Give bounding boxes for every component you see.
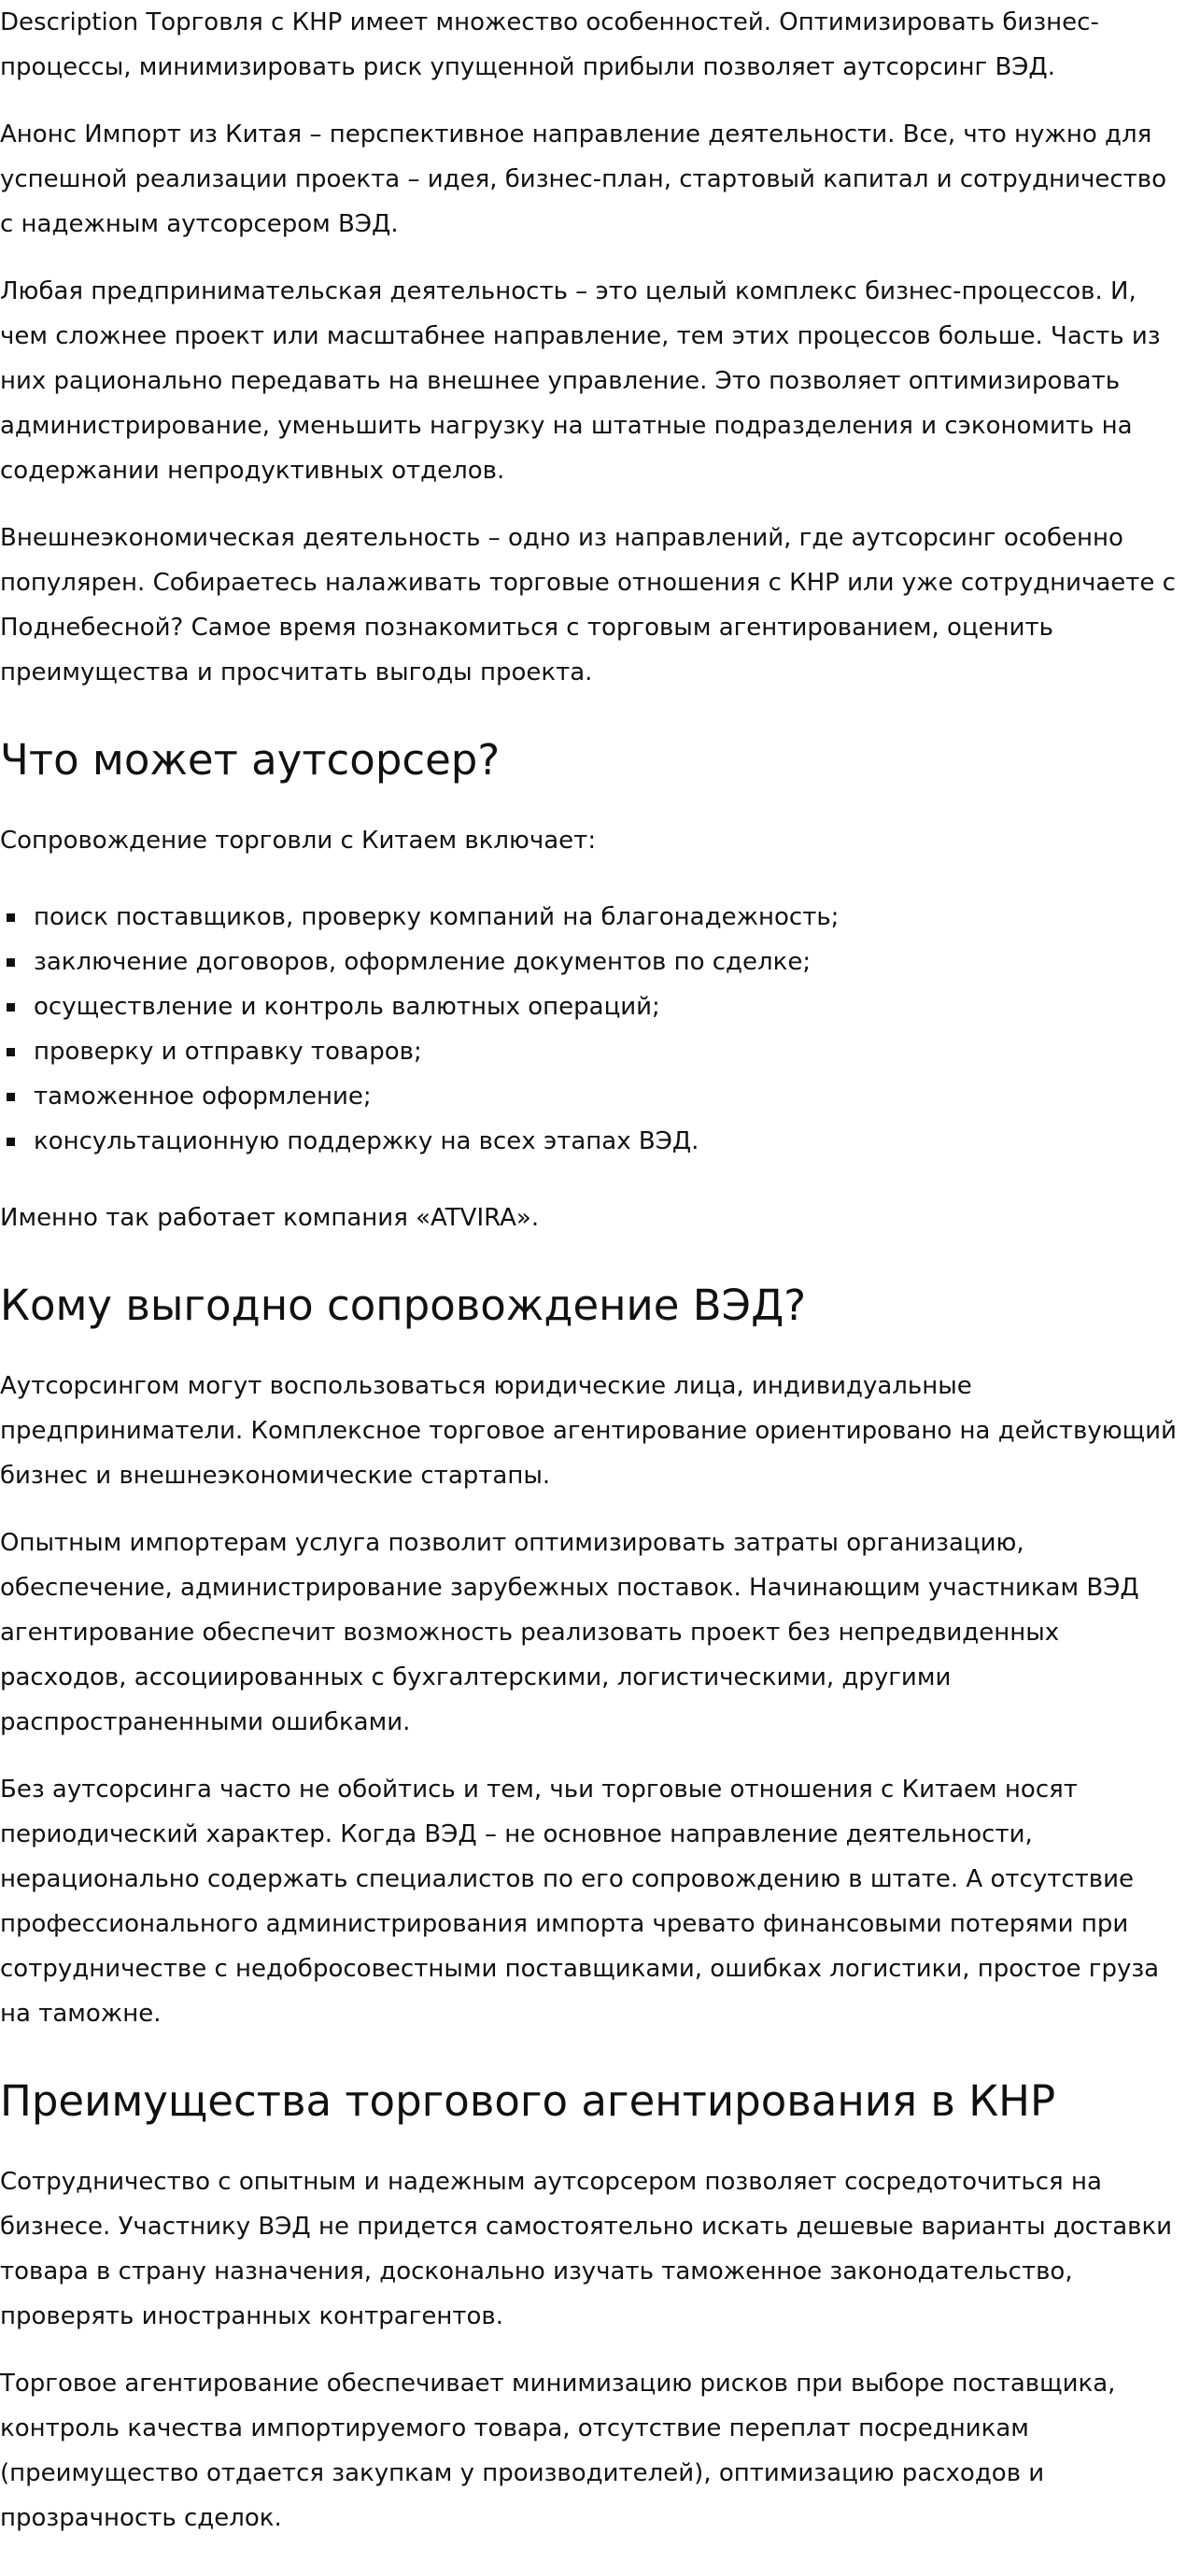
section-heading-who-benefits: Кому выгодно сопровождение ВЭД? (0, 1281, 807, 1330)
intro-paragraph: Description Торговля с КНР имеет множество особенностей. Оптимизировать бизнес-процессы, минимизировать риск упущенной прибыли позволяет аутсорсинг ВЭД. (0, 8, 1099, 81)
list-item: осуществление и контроль валютных операций; (0, 984, 1186, 1029)
intro-paragraph: Анонс Импорт из Китая – перспективное направление деятельности. Все, что нужно для успешной реализации проекта – идея, бизнес-план, стартовый капитал и сотрудничество с надежным аутсорсером ВЭД. (0, 120, 1167, 238)
list-item: заключение договоров, оформление документов по сделке; (0, 940, 1186, 984)
section-lead: Сопровождение торговли с Китаем включает: (0, 827, 597, 855)
body-paragraph: Опытным импортерам услуга позволит оптимизировать затраты организацию, обеспечение, администрирование зарубежных поставок. Начинающим участникам ВЭД агентирование обеспечит возможность реализовать проект без непредвиденных расходов, ассоциированных с бухгалтерскими, логистическими, другими распространенными ошибками. (0, 1529, 1139, 1736)
list-item: консультационную поддержку на всех этапах ВЭД. (0, 1119, 1186, 1164)
list-item: поиск поставщиков, проверку компаний на благонадежность; (0, 895, 1186, 940)
list-item: таможенное оформление; (0, 1074, 1186, 1119)
list-item: проверку и отправку товаров; (0, 1029, 1186, 1074)
body-paragraph: Торговое агентирование обеспечивает минимизацию рисков при выборе поставщика, контроль качества импортируемого товара, отсутствие переплат посредникам (преимущество отдается закупкам у производителей), оптимизацию расходов и прозрачность сделок. (0, 2370, 1116, 2532)
intro-paragraph: Любая предпринимательская деятельность – это целый комплекс бизнес-процессов. И, чем сложнее проект или масштабнее направление, тем этих процессов больше. Часть из них рационально передавать на внешнее управление. Это позволяет оптимизировать администрирование, уменьшить нагрузку на штатные подразделения и сэкономить на содержании непродуктивных отделов. (0, 277, 1161, 485)
body-paragraph: Аутсорсингом могут воспользоваться юридические лица, индивидуальные предприниматели. Комплексное торговое агентирование ориентировано на действующий бизнес и внешнеэкономические стартапы. (0, 1372, 1177, 1490)
body-paragraph: Без аутсорсинга часто не обойтись и тем, чьи торговые отношения с Китаем носят периодический характер. Когда ВЭД – не основное направление деятельности, нерационально содержать специалистов по его сопровождению в штате. А отсутствие профессионального администрирования импорта чревато финансовыми потерями при сотрудничестве с недобросовестными поставщиками, ошибках логистики, простое груза на таможне. (0, 1776, 1160, 2028)
body-paragraph: Сотрудничество с опытным и надежным аутсорсером позволяет сосредоточиться на бизнесе. Участнику ВЭД не придется самостоятельно искать дешевые варианты доставки товара в страну назначения, досконально изучать таможенное законодательство, проверять иностранных контрагентов. (0, 2168, 1173, 2330)
section-heading-advantages: Преимущества торгового агентирования в КНР (0, 2076, 1056, 2126)
section-heading-outsourcer: Что может аутсорсер? (0, 735, 501, 785)
services-list (0, 895, 1186, 1164)
section-closing: Именно так работает компания «ATVIRA». (0, 1204, 540, 1232)
intro-paragraph: Внешнеэкономическая деятельность – одно из направлений, где аутсорсинг особенно популярен. Собираетесь налаживать торговые отношения с КНР или уже сотрудничаете с Поднебесной? Самое время познакомиться с торговым агентированием, оценить преимущества и просчитать выгоды проекта. (0, 524, 1176, 686)
